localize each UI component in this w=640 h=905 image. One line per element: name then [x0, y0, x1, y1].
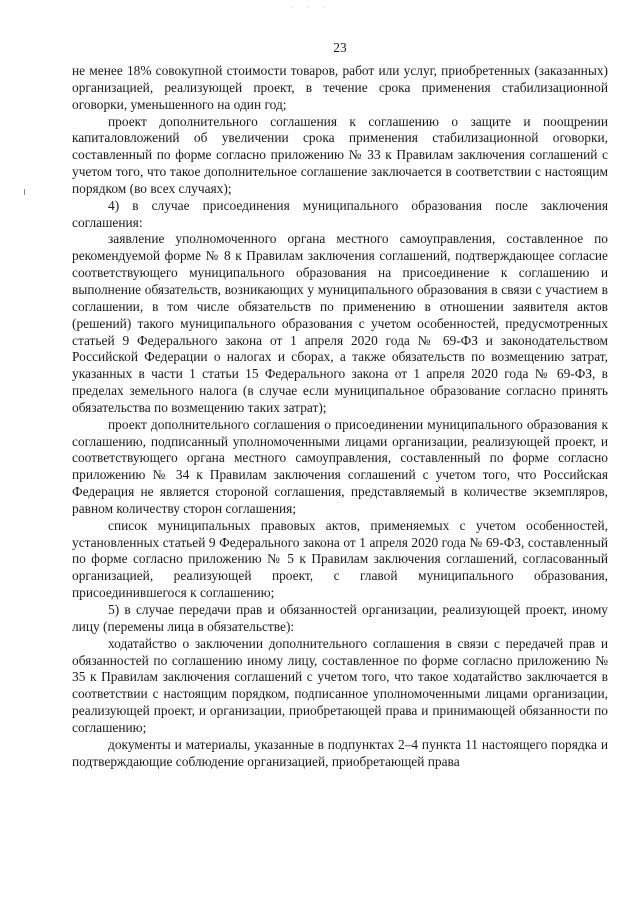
paragraph: список муниципальных правовых актов, применяемых с учетом особенностей, установленных статьей 9 Федерального закона от 1 апреля 2020 года № 69-ФЗ, составленный по форме согласно приложению № 5 к Правилам заключения соглашений, согласованный организацией, реализующей проект, с главой муниципального образования, присоединившегося к соглашению; [72, 517, 608, 601]
paragraph: документы и материалы, указанные в подпунктах 2–4 пункта 11 настоящего порядка и подтверждающие соблюдение организацией, приобретающей права [72, 736, 608, 769]
paragraph: ходатайство о заключении дополнительного соглашения в связи с передачей прав и обязанностей по соглашению иному лицу, составленное по форме согласно приложению № 35 к Правилам заключения соглашений с учетом того, что такое ходатайство заключается в соответствии с настоящим порядком, подписанное уполномоченными лицами организации, реализующей проект, и организации, приобретающей права и принимающей обязанности по соглашению; [72, 635, 608, 735]
paragraph: проект дополнительного соглашения о присоединении муниципального образования к соглашению, подписанный уполномоченными лицами организации, реализующей проект, и соответствующего органа местного самоуправления, составленный по форме согласно приложению № 34 к Правилам заключения соглашений с учетом того, что Российская Федерация не является стороной соглашения, представляемый в количестве экземпляров, равном количеству сторон соглашения; [72, 416, 608, 516]
scan-artifact-dots: · · · [290, 3, 332, 12]
paragraph-continuation: не менее 18% совокупной стоимости товаров, работ или услуг, приобретенных (заказанных) организацией, реализующей проект, в течение срока применения стабилизационной оговорки, уменьшенного на один год; [72, 63, 608, 112]
page-number: 23 [333, 40, 347, 55]
paragraph-item-5: 5) в случае передачи прав и обязанностей организации, реализующей проект, иному лицу (перемены лица в обязательстве): [72, 602, 608, 634]
paragraph: проект дополнительного соглашения к соглашению о защите и поощрении капиталовложений об увеличении срока применения стабилизационной оговорки, составленный по форме согласно приложению № 33 к Правилам заключения соглашений с учетом того, что такое дополнительное соглашение заключается в соответствии с настоящим порядком (во всех случаях); [72, 113, 608, 196]
document-body [72, 63, 608, 770]
scan-artifact-mark [24, 189, 25, 195]
paragraph: заявление уполномоченного органа местного самоуправления, составленное по рекомендуемой форме № 8 к Правилам заключения соглашений, подтверждающее согласие соответствующего муниципального образования на присоединение к соглашению и выполнение обязательств, возникающих у муниципального образования в связи с участием в соглашении, в том числе обязательств по применению в отношении заявителя актов (решений) такого муниципального образования с учетом особенностей, предусмотренных статьей 9 Федерального закона от 1 апреля 2020 года № 69-ФЗ и законодательством Российской Федерации о налогах и сборах, а также обязательств по возмещению затрат, указанных в части 1 статьи 15 Федерального закона от 1 апреля 2020 года № 69-ФЗ, в пределах земельного налога (в случае если муниципальное образование согласно принять обязательства по возмещению таких затрат); [72, 231, 608, 415]
paragraph-item-4: 4) в случае присоединения муниципального образования после заключения соглашения: [72, 197, 608, 230]
